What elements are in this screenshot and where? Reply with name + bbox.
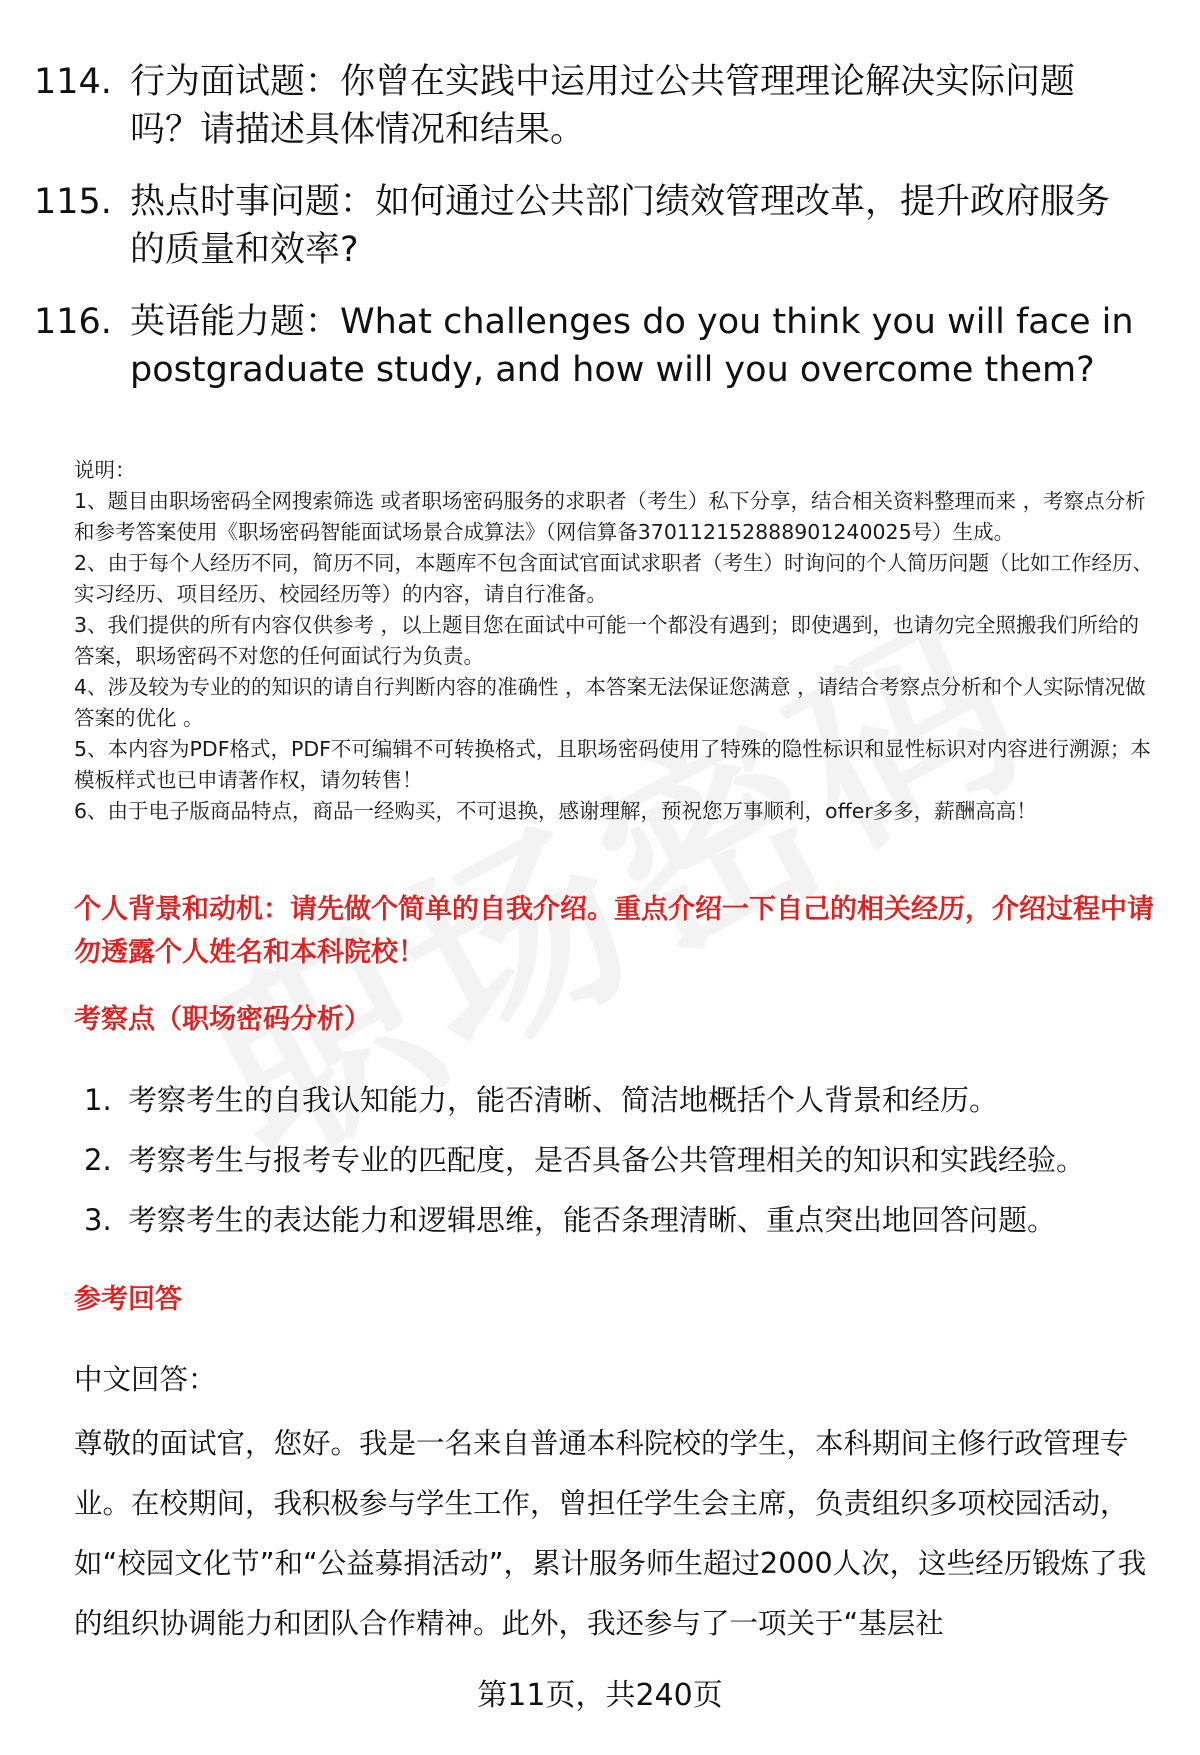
note-item: 5、本内容为PDF格式，PDF不可编辑不可转换格式，且职场密码使用了特殊的隐性标识和显性标识对内容进行溯源；本模板样式也已申请著作权，请勿转售！ — [74, 737, 1151, 792]
kaocha-title: 考察点（职场密码分析） — [74, 1004, 371, 1035]
kaocha-point — [84, 1200, 1164, 1240]
reference-title: 参考回答 — [74, 1284, 182, 1315]
point-number: 2. — [84, 1143, 112, 1177]
question-text: 行为面试题：你曾在实践中运用过公共管理理论解决实际问题吗？请描述具体情况和结果。 — [130, 62, 1076, 150]
motive-question: 个人背景和动机：请先做个简单的自我介绍。重点介绍一下自己的相关经历，介绍过程中请勿透露个人姓名和本科院校！ — [74, 894, 1154, 968]
notes-section — [74, 455, 1154, 827]
note-item: 2、由于每个人经历不同，简历不同，本题库不包含面试官面试求职者（考生）时询问的个人简历问题（比如工作经历、实习经历、项目经历、校园经历等）的内容，请自行准备。 — [74, 551, 1154, 606]
kaocha-point — [84, 1140, 1164, 1180]
answer-text: 尊敬的面试官，您好。我是一名来自普通本科院校的学生，本科期间主修行政管理专业。在校期间，我积极参与学生工作，曾担任学生会主席，负责组织多项校园活动，如“校园文化节”和“公益募捐活动”，累计服务师生超过2000人次，这些经历锻炼了我的组织协调能力和团队合作精神。此外，我还参与了一项关于“基层社 — [74, 1427, 1147, 1640]
note-item: 6、由于电子版商品特点，商品一经购买，不可退换，感谢理解，预祝您万事顺利，offer多多，薪酬高高！ — [74, 799, 1037, 823]
point-text: 考察考生的表达能力和逻辑思维，能否条理清晰、重点突出地回答问题。 — [128, 1203, 1057, 1237]
question-text: 英语能力题：What challenges do you think you will face in postgraduate study, and how will you overcome them? — [130, 302, 1134, 390]
point-number: 1. — [84, 1083, 112, 1117]
question-number: 115. — [34, 182, 112, 222]
question-item — [34, 58, 1144, 154]
question-list — [34, 58, 1144, 418]
point-number: 3. — [84, 1203, 112, 1237]
question-item — [34, 298, 1144, 394]
note-item: 4、涉及较为专业的的知识的请自行判断内容的准确性 ，本答案无法保证您满意 ，请结合考察点分析和个人实际情况做答案的优化 。 — [74, 675, 1146, 730]
question-text: 热点时事问题：如何通过公共部门绩效管理改革，提升政府服务的质量和效率? — [130, 182, 1111, 270]
question-number: 116. — [34, 302, 112, 342]
question-item — [34, 178, 1144, 274]
kaocha-points — [84, 1080, 1164, 1260]
point-text: 考察考生与报考专业的匹配度，是否具备公共管理相关的知识和实践经验。 — [128, 1143, 1086, 1177]
notes-heading: 说明： — [74, 458, 136, 482]
page-footer: 第11页，共240页 — [477, 1678, 723, 1713]
kaocha-point — [84, 1080, 1164, 1120]
question-number: 114. — [34, 62, 112, 102]
note-item: 3、我们提供的所有内容仅供参考 ，以上题目您在面试中可能一个都没有遇到；即使遇到，也请勿完全照搬我们所给的答案，职场密码不对您的任何面试行为负责。 — [74, 613, 1140, 668]
point-text: 考察考生的自我认知能力，能否清晰、简洁地概括个人背景和经历。 — [128, 1083, 999, 1117]
chinese-answer-label: 中文回答： — [74, 1363, 217, 1396]
note-item: 1、题目由职场密码全网搜索筛选 或者职场密码服务的求职者（考生）私下分享，结合相关资料整理而来 ，考察点分析和参考答案使用《职场密码智能面试场景合成算法》（网信算备370112152888901240025号）生成。 — [74, 489, 1146, 544]
